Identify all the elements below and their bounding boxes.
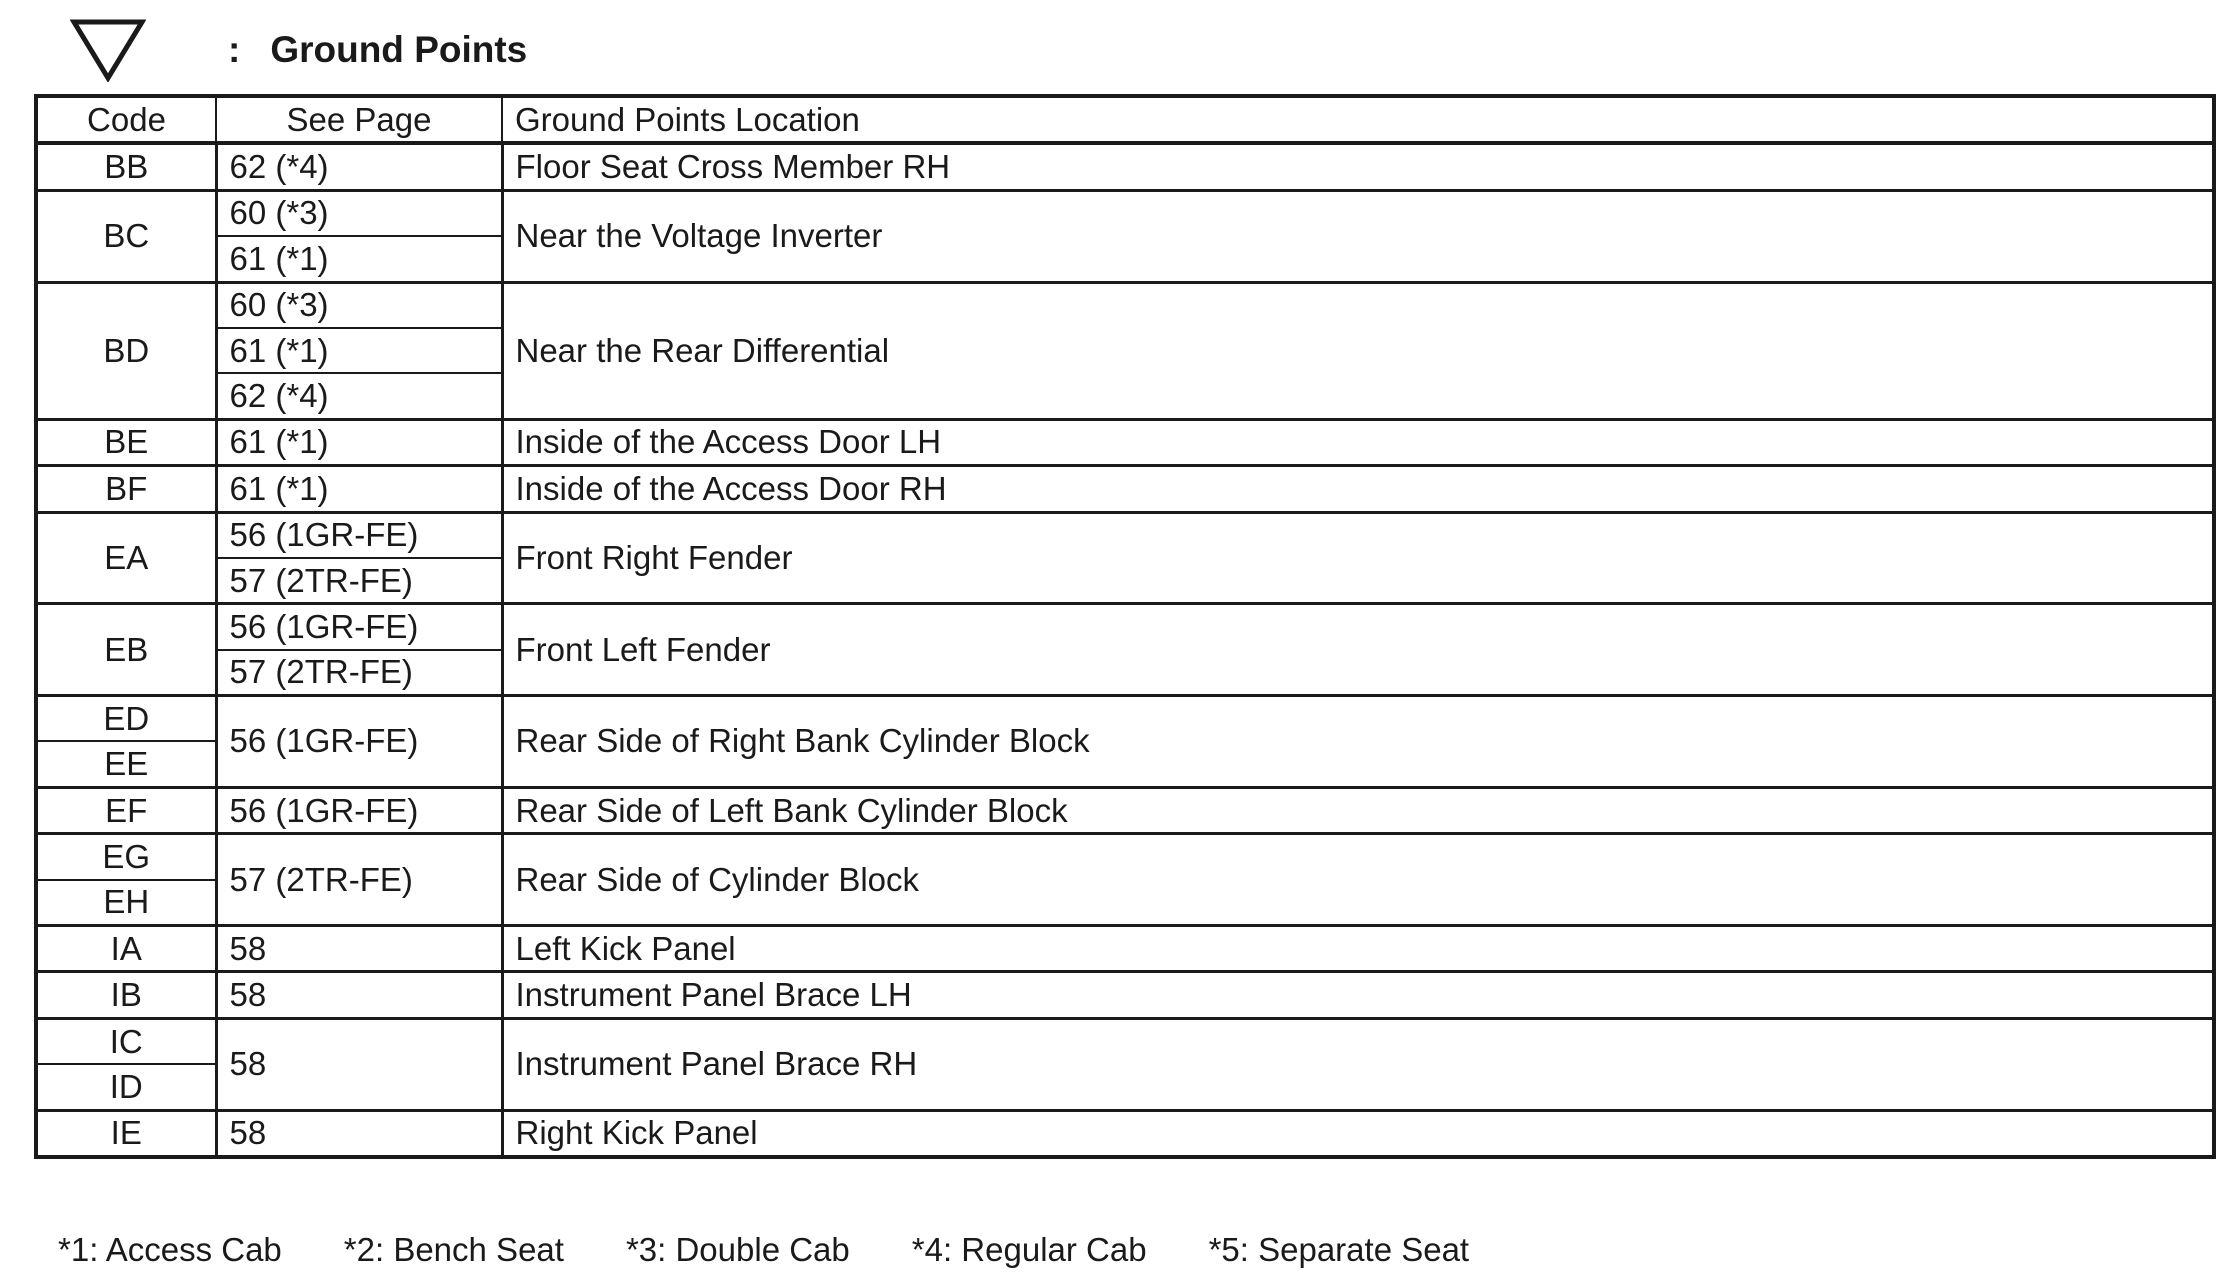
ground-triangle-icon [70,18,146,82]
footnote-1: *1: Access Cab [58,1231,282,1268]
code-cell: EB [36,604,216,696]
location-cell: Rear Side of Right Bank Cylinder Block [502,696,2214,788]
footnotes [58,1230,1531,1270]
see-page-cell: 58 [216,972,502,1018]
location-cell: Instrument Panel Brace LH [502,972,2214,1018]
see-page-cell: 56 (1GR-FE) [216,604,502,650]
column-header-see-page: See Page [216,96,502,143]
table-row [36,190,2214,236]
table-row [36,1110,2214,1157]
code-cell: EH [36,880,216,926]
table-row [36,419,2214,465]
code-cell: BF [36,466,216,512]
code-cell: IB [36,972,216,1018]
location-cell: Rear Side of Left Bank Cylinder Block [502,787,2214,833]
location-cell: Near the Rear Differential [502,282,2214,419]
see-page-cell: 57 (2TR-FE) [216,650,502,696]
footnote-5: *5: Separate Seat [1208,1231,1470,1268]
code-cell: EF [36,787,216,833]
code-cell: ID [36,1064,216,1110]
code-cell: BD [36,282,216,419]
code-cell: IE [36,1110,216,1157]
see-page-cell: 60 (*3) [216,190,502,236]
table-row [36,1018,2214,1064]
table-row [36,696,2214,742]
page-title: Ground Points [270,29,528,70]
table-body [36,143,2214,1157]
code-cell: BE [36,419,216,465]
location-cell: Inside of the Access Door LH [502,419,2214,465]
see-page-cell: 56 (1GR-FE) [216,787,502,833]
table-row [36,466,2214,512]
column-header-code: Code [36,96,216,143]
see-page-cell: 56 (1GR-FE) [216,696,502,788]
code-cell: EG [36,834,216,880]
code-cell: ED [36,696,216,742]
table-row [36,787,2214,833]
ground-points-table [34,94,2216,1159]
see-page-cell: 61 (*1) [216,466,502,512]
location-cell: Near the Voltage Inverter [502,190,2214,282]
location-cell: Front Left Fender [502,604,2214,696]
see-page-cell: 61 (*1) [216,419,502,465]
see-page-cell: 61 (*1) [216,328,502,373]
table-row [36,512,2214,558]
location-cell: Rear Side of Cylinder Block [502,834,2214,926]
see-page-cell: 58 [216,1018,502,1110]
location-cell: Floor Seat Cross Member RH [502,143,2214,190]
code-cell: BB [36,143,216,190]
table-header-row [36,96,2214,143]
footnote-4: *4: Regular Cab [911,1231,1147,1268]
see-page-cell: 57 (2TR-FE) [216,834,502,926]
header [70,14,527,86]
see-page-cell: 60 (*3) [216,282,502,328]
table-row [36,972,2214,1018]
table-row [36,604,2214,650]
code-cell: EA [36,512,216,604]
code-cell: IA [36,926,216,972]
code-cell: IC [36,1018,216,1064]
table-row [36,926,2214,972]
see-page-cell: 62 (*4) [216,373,502,419]
see-page-cell: 58 [216,926,502,972]
table-row [36,834,2214,880]
see-page-cell: 56 (1GR-FE) [216,512,502,558]
column-header-location: Ground Points Location [502,96,2214,143]
table-row [36,282,2214,328]
see-page-cell: 61 (*1) [216,236,502,282]
footnote-3: *3: Double Cab [625,1231,850,1268]
table-row [36,143,2214,190]
see-page-cell: 57 (2TR-FE) [216,558,502,604]
location-cell: Front Right Fender [502,512,2214,604]
location-cell: Inside of the Access Door RH [502,466,2214,512]
header-colon: : [228,29,241,70]
location-cell: Instrument Panel Brace RH [502,1018,2214,1110]
see-page-cell: 62 (*4) [216,143,502,190]
footnote-2: *2: Bench Seat [343,1231,564,1268]
code-cell: EE [36,741,216,787]
see-page-cell: 58 [216,1110,502,1157]
code-cell: BC [36,190,216,282]
location-cell: Right Kick Panel [502,1110,2214,1157]
location-cell: Left Kick Panel [502,926,2214,972]
